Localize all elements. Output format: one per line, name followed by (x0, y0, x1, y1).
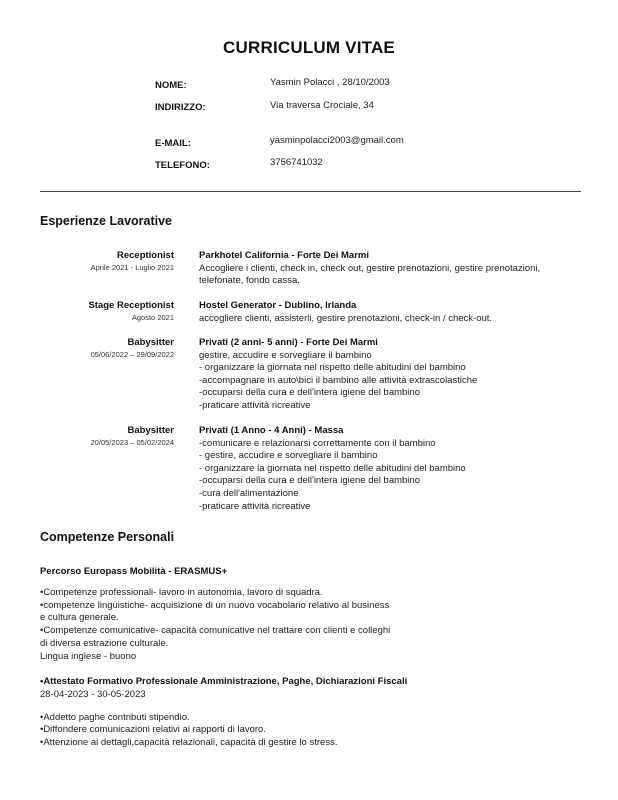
job-description (199, 337, 579, 413)
document-title: CURRICULUM VITAE (223, 38, 395, 57)
job-dates: Agosto 2021 (131, 313, 174, 322)
job-role: Babysitter (127, 425, 174, 436)
competences-section-title: Competenze Personali (40, 530, 175, 544)
job-line: -occuparsi della cura e dell'intera igiene del bambino (199, 387, 420, 399)
competence-line: •Competenze professionali- lavoro in autonomia, lavoro di squadra. (40, 586, 323, 598)
competence-dates: 28-04-2023 - 30-05-2023 (40, 688, 146, 700)
competence-line: •Attenzione ai dettagli,capacità relazionali, capacità di gestire lo stress. (40, 737, 338, 749)
info-value: Via traversa Crociale, 34 (270, 100, 374, 111)
job-dates: 20/05/2023 – 05/02/2024 (90, 438, 174, 447)
job-line: gestire, accudire e sorvegliare il bambino (199, 349, 372, 361)
competence-line: di diversa estrazione culturale. (40, 637, 169, 649)
job-role: Receptionist (116, 250, 174, 261)
job-line: -comunicare e relazionarsi correttamente con il bambino (199, 437, 436, 449)
competence-line: •competenze linguistiche- acquisizione di un nuovo vocabolario relativo al business (40, 599, 390, 611)
job-description (199, 300, 579, 325)
job-role: Stage Receptionist (88, 300, 174, 311)
job-employer: Privati (2 anni- 5 anni) - Forte Dei Marmi (199, 337, 378, 348)
job-line: - organizzare la giornata nel rispetto delle abitudini del bambino (199, 362, 466, 374)
info-label: TELEFONO: (155, 160, 210, 171)
job-line: telefonate, fondo cassa. (199, 275, 300, 287)
competence-line: •Addetto paghe contributi stipendio. (40, 711, 190, 723)
job-line: Accogliere i clienti, check in, check out, gestire prenotazioni, gestire prenotazioni, (199, 262, 541, 274)
divider (40, 191, 581, 192)
experience-section-title: Esperienze Lavorative (40, 214, 173, 228)
job-line: -cura dell'alimentazione (199, 487, 299, 499)
job-role: Babysitter (127, 337, 174, 348)
competence-block (40, 566, 440, 664)
info-label: NOME: (155, 80, 187, 91)
job-line: - gestire, accudire e sorvegliare il bambino (199, 450, 378, 462)
info-value: Yasmin Polacci , 28/10/2003 (270, 77, 390, 88)
job-line: -occuparsi della cura e dell'intera igiene del bambino (199, 475, 420, 487)
job-dates: 05/06/2022 – 29/09/2022 (90, 350, 174, 359)
job-line: -accompagnare in auto\bici il bambino alle attività extrascolastiche (199, 374, 478, 386)
info-value: yasminpolacci2003@gmail.com (270, 135, 404, 146)
job-employer: Privati (1 Anno - 4 Anni) - Massa (199, 425, 344, 436)
job-line: accogliere clienti, assisterli, gestire prenotazioni, check-in / check-out. (199, 312, 493, 324)
competence-line: Lingua inglese - buono (40, 650, 137, 662)
competence-line: •Competenze comunicative- capacità comunicative nel trattare con clienti e colleghi (40, 625, 391, 637)
job-line: -praticare attività ricreative (199, 399, 311, 411)
competence-line: •Diffondere comunicazioni relativi ai rapporti di lavoro. (40, 724, 266, 736)
competence-block (40, 676, 460, 750)
competence-line: e cultura generale. (40, 612, 119, 624)
job-employer: Parkhotel California - Forte Dei Marmi (199, 250, 369, 261)
job-dates: Aprile 2021 - Luglio 2021 (90, 263, 174, 272)
info-label: INDIRIZZO: (155, 102, 206, 113)
competence-heading: •Attestato Formativo Professionale Amministrazione, Paghe, Dichiarazioni Fiscali (40, 676, 408, 687)
job-line: - organizzare la giornata nel rispetto delle abitudini del bambino (199, 462, 466, 474)
job-description (199, 250, 579, 288)
job-description (199, 425, 579, 513)
info-label: E-MAIL: (155, 138, 191, 149)
info-value: 3756741032 (270, 157, 323, 168)
job-employer: Hostel Generator - Dublino, Irlanda (199, 300, 357, 311)
competence-heading: Percorso Europass Mobilità - ERASMUS+ (40, 566, 228, 577)
job-line: -praticare attività ricreative (199, 500, 311, 512)
